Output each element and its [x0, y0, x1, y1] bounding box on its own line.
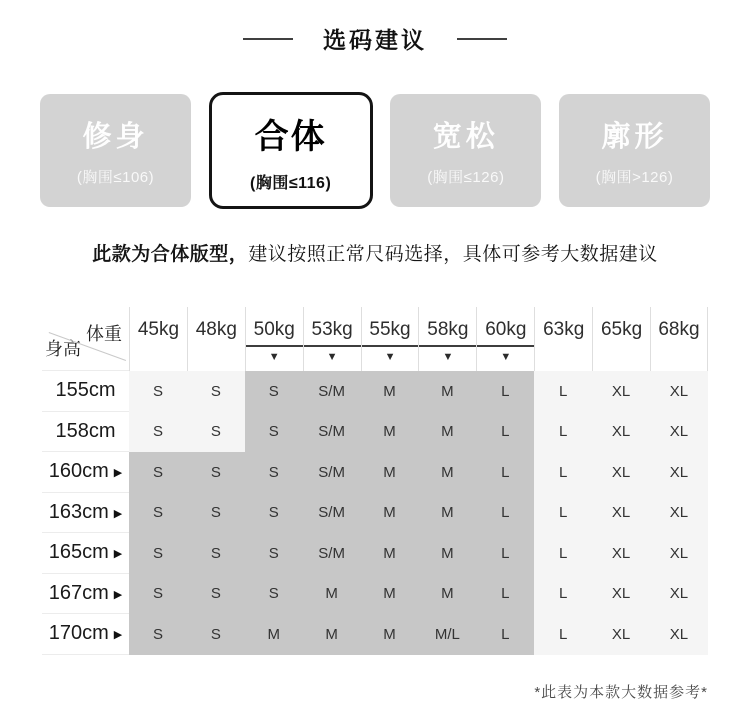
size-cell: XL [592, 493, 650, 534]
weight-label: 48kg [195, 319, 237, 340]
weight-header-45kg [129, 307, 187, 371]
height-row-header [42, 574, 129, 615]
size-cell: M [245, 614, 303, 655]
size-cell: XL [592, 371, 650, 412]
underline-decoration [477, 345, 534, 347]
fit-notice [0, 239, 750, 266]
size-cell: L [476, 614, 534, 655]
weight-label: 55kg [369, 319, 411, 340]
size-cell: XL [592, 533, 650, 574]
height-label: 158cm [55, 419, 116, 442]
fit-option-name: 廓形 [601, 121, 668, 153]
height-row-header [42, 533, 129, 574]
title-divider-right [457, 38, 507, 40]
size-cell: S [187, 412, 245, 453]
size-cell: S [129, 533, 187, 574]
size-cell: S [129, 412, 187, 453]
size-cell: L [534, 412, 592, 453]
size-cell: M [361, 412, 419, 453]
size-cell: S [245, 371, 303, 412]
weight-header-65kg [592, 307, 650, 371]
size-cell: L [534, 371, 592, 412]
size-cell: XL [592, 614, 650, 655]
size-cell: L [476, 493, 534, 534]
size-cell: M [303, 574, 361, 615]
size-cell: S/M [303, 412, 361, 453]
right-triangle-icon: ▶ [113, 467, 123, 480]
underline-decoration [246, 345, 303, 347]
size-cell: S [187, 574, 245, 615]
weight-header-63kg [534, 307, 592, 371]
fit-option-chest-range: (胸围≤116) [250, 174, 332, 192]
weight-header-60kg [476, 307, 534, 371]
size-cell: S [129, 574, 187, 615]
size-cell: XL [650, 574, 708, 615]
weight-header-58kg [418, 307, 476, 371]
size-cell: M [418, 574, 476, 615]
table-corner-cell [42, 307, 129, 371]
size-cell: M [418, 493, 476, 534]
size-chart-table [42, 307, 708, 655]
fit-options [0, 92, 750, 209]
fit-option-4[interactable] [559, 94, 710, 207]
height-row-header [42, 452, 129, 493]
right-triangle-icon: ▶ [113, 629, 123, 642]
size-cell: M [361, 574, 419, 615]
right-triangle-icon: ▶ [113, 548, 123, 561]
title-divider-left [243, 38, 293, 40]
size-cell: S/M [303, 371, 361, 412]
size-cell: S [129, 452, 187, 493]
size-cell: M [418, 452, 476, 493]
weight-label: 58kg [427, 319, 469, 340]
size-cell: L [534, 493, 592, 534]
height-row-header [42, 614, 129, 655]
size-cell: S [245, 493, 303, 534]
size-cell: M [303, 614, 361, 655]
height-row-header [42, 371, 129, 412]
height-label: 165cm [48, 541, 109, 564]
size-cell: S/M [303, 452, 361, 493]
weight-header-55kg [361, 307, 419, 371]
size-cell: S/M [303, 533, 361, 574]
fit-option-2[interactable] [209, 92, 373, 209]
size-cell: S [187, 614, 245, 655]
size-cell: M [361, 493, 419, 534]
height-label: 170cm [48, 622, 109, 645]
size-cell: L [476, 412, 534, 453]
size-cell: S [187, 452, 245, 493]
size-cell: S [245, 452, 303, 493]
size-cell: M [418, 371, 476, 412]
size-cell: S [129, 493, 187, 534]
size-cell: S [129, 371, 187, 412]
fit-option-name: 修身 [82, 121, 149, 153]
corner-weight-label: 体重 [86, 324, 122, 344]
underline-decoration [362, 345, 419, 347]
fit-option-chest-range: (胸围>126) [595, 169, 674, 186]
size-cell: S [245, 533, 303, 574]
size-cell: S [187, 371, 245, 412]
right-triangle-icon: ▶ [113, 588, 123, 601]
size-cell: XL [592, 574, 650, 615]
underline-decoration [419, 345, 476, 347]
footnote: *此表为本款大数据参考* [534, 683, 708, 701]
weight-label: 65kg [600, 319, 643, 340]
size-cell: XL [650, 371, 708, 412]
size-cell: L [534, 452, 592, 493]
weight-label: 60kg [485, 319, 527, 340]
size-cell: XL [592, 412, 650, 453]
size-cell: S [129, 614, 187, 655]
right-triangle-icon: ▶ [113, 507, 123, 520]
height-label: 160cm [48, 460, 109, 483]
size-cell: S [187, 493, 245, 534]
underline-decoration [304, 345, 361, 347]
down-triangle-icon: ▼ [500, 351, 512, 363]
weight-label: 50kg [253, 319, 295, 340]
weight-header-68kg [650, 307, 708, 371]
weight-label: 45kg [137, 319, 180, 340]
size-cell: XL [650, 493, 708, 534]
down-triangle-icon: ▼ [384, 351, 396, 363]
size-cell: M [361, 371, 419, 412]
size-cell: S/M [303, 493, 361, 534]
section-title [0, 0, 750, 55]
fit-notice-bold: 此款为合体版型， [92, 244, 249, 265]
height-label: 155cm [55, 379, 116, 402]
size-cell: M [361, 452, 419, 493]
size-cell: M [361, 533, 419, 574]
size-cell: L [476, 371, 534, 412]
height-label: 167cm [48, 581, 109, 604]
fit-option-chest-range: (胸围≤106) [76, 169, 155, 186]
size-cell: S [187, 533, 245, 574]
corner-height-label: 身高 [45, 339, 81, 359]
fit-option-3[interactable] [390, 94, 541, 207]
fit-option-name: 合体 [254, 117, 327, 156]
down-triangle-icon: ▼ [442, 351, 454, 363]
size-cell: M [418, 533, 476, 574]
fit-notice-regular: 建议按照正常尺码选择，具体可参考大数据建议 [248, 244, 658, 265]
down-triangle-icon: ▼ [268, 351, 280, 363]
size-cell: L [534, 574, 592, 615]
weight-label: 53kg [311, 319, 353, 340]
size-cell: M [361, 614, 419, 655]
size-cell: XL [592, 452, 650, 493]
height-row-header [42, 493, 129, 534]
height-row-header [42, 412, 129, 453]
size-cell: S [245, 574, 303, 615]
page-title: 选码建议 [323, 27, 427, 53]
size-cell: L [534, 533, 592, 574]
size-cell: S [245, 412, 303, 453]
size-cell: M/L [418, 614, 476, 655]
weight-header-53kg [303, 307, 361, 371]
size-cell: XL [650, 533, 708, 574]
fit-option-1[interactable] [40, 94, 191, 207]
size-cell: L [534, 614, 592, 655]
size-cell: XL [650, 412, 708, 453]
weight-header-48kg [187, 307, 245, 371]
fit-option-name: 宽松 [432, 121, 499, 153]
weight-label: 63kg [543, 319, 585, 340]
height-label: 163cm [48, 500, 109, 523]
weight-label: 68kg [658, 319, 700, 340]
size-cell: L [476, 452, 534, 493]
down-triangle-icon: ▼ [326, 351, 338, 363]
size-cell: L [476, 574, 534, 615]
size-cell: M [418, 412, 476, 453]
size-cell: L [476, 533, 534, 574]
fit-option-chest-range: (胸围≤126) [427, 169, 505, 186]
size-cell: XL [650, 614, 708, 655]
weight-header-50kg [245, 307, 303, 371]
size-cell: XL [650, 452, 708, 493]
